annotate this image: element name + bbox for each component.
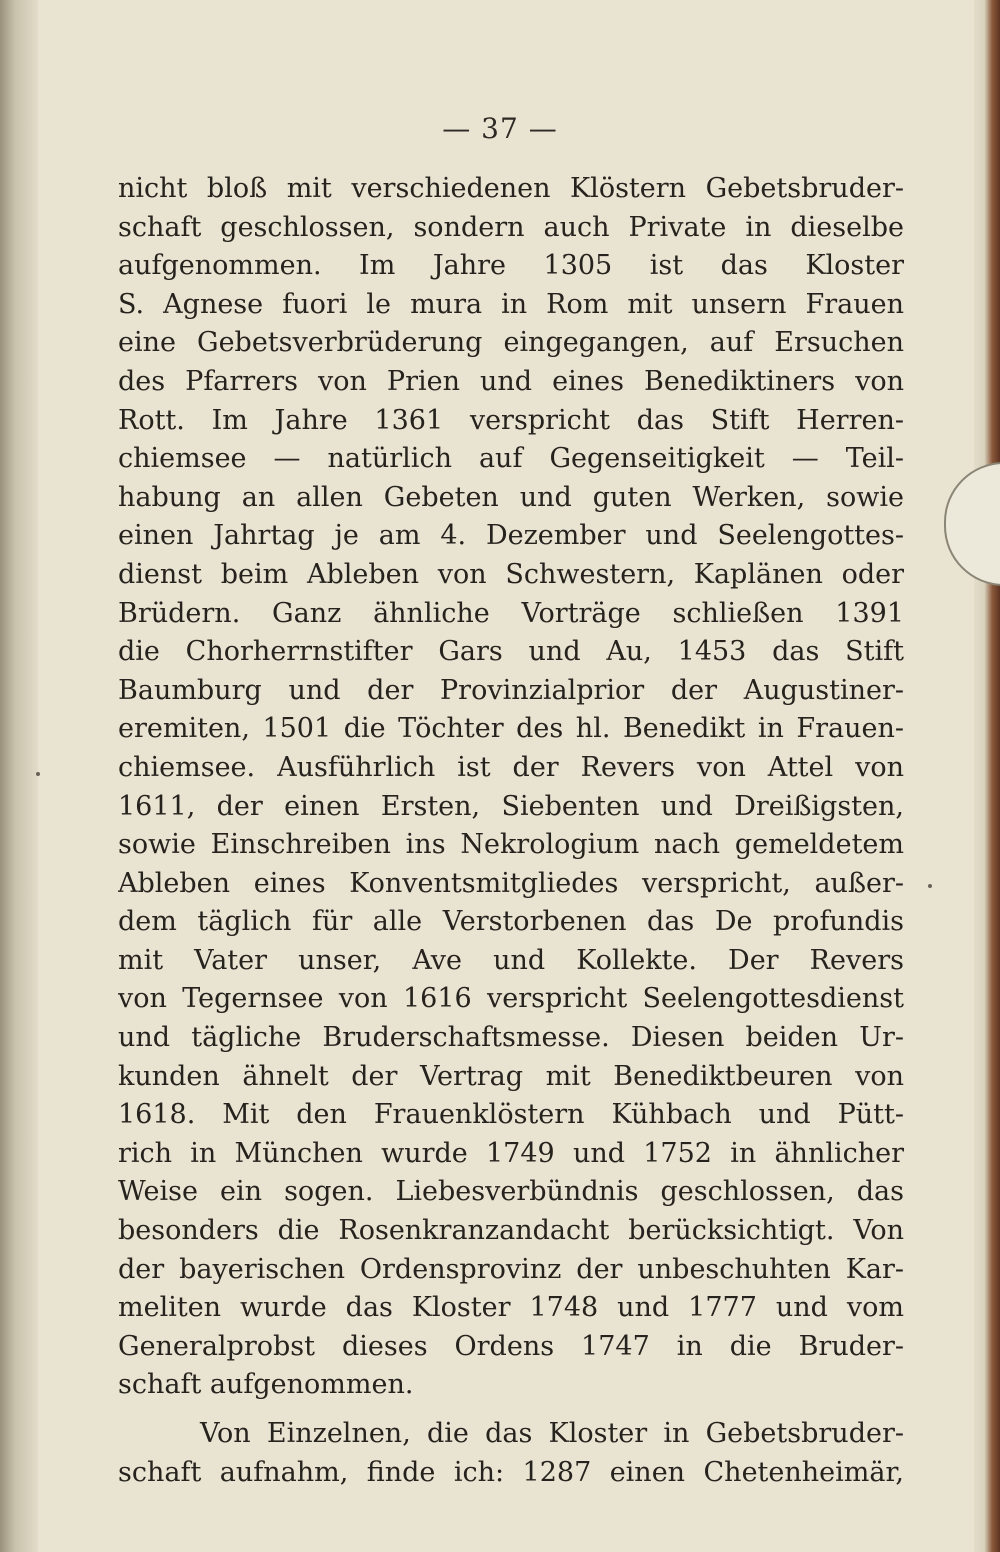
text-line: S. Agnese fuori le mura in Rom mit unsern Frauen [118, 288, 904, 320]
text-line: Generalprobst dieses Ordens 1747 in die Bruder- [118, 1330, 904, 1362]
text-line: schaft aufnahm, finde ich: 1287 einen Chetenheimär, [118, 1456, 904, 1488]
text-line: kunden ähnelt der Vertrag mit Benediktbeuren von [118, 1060, 904, 1092]
text-line: eine Gebetsverbrüderung eingegangen, auf Ersuchen [118, 327, 904, 359]
body-text [118, 170, 904, 1492]
text-line: chiemsee — natürlich auf Gegenseitigkeit — Teil- [118, 443, 904, 475]
text-line: nicht bloß mit verschiedenen Klöstern Gebetsbruder- [118, 173, 904, 204]
text-line: von Tegernsee von 1616 verspricht Seelengottesdienst [118, 983, 904, 1015]
text-line: eremiten, 1501 die Töchter des hl. Benedikt in Frauen- [118, 713, 904, 745]
text-line: besonders die Rosenkranzandacht berücksichtigt. Von [118, 1215, 904, 1247]
page-number: — 37 — [442, 112, 558, 145]
thumb-index-tab [944, 462, 1000, 586]
speck [36, 772, 40, 776]
text-line: chiemsee. Ausführlich ist der Revers von Attel von [118, 751, 904, 783]
text-line: dienst beim Ableben von Schwestern, Kaplänen oder [118, 558, 904, 590]
paragraph [118, 1415, 904, 1492]
text-line: der bayerischen Ordensprovinz der unbeschuhten Kar- [118, 1253, 904, 1285]
page-gutter [0, 0, 38, 1552]
text-line: Von Einzelnen, die das Kloster in Gebetsbruder- [200, 1418, 904, 1449]
page-edge [974, 0, 1000, 1552]
text-line: 1611, der einen Ersten, Siebenten und Dreißigsten, [118, 790, 904, 822]
paragraph [118, 170, 904, 1405]
text-line: schaft geschlossen, sondern auch Private in dieselbe [118, 211, 904, 243]
text-line: einen Jahrtag je am 4. Dezember und Seelengottes- [118, 520, 904, 552]
text-line: dem täglich für alle Verstorbenen das De profundis [118, 906, 904, 938]
text-line: Brüdern. Ganz ähnliche Vorträge schließen 1391 [118, 597, 904, 629]
text-line: mit Vater unser, Ave und Kollekte. Der Revers [118, 944, 904, 976]
text-line: und tägliche Bruderschaftsmesse. Diesen beiden Ur- [118, 1022, 904, 1054]
text-line: Weise ein sogen. Liebesverbündnis geschlossen, das [118, 1176, 904, 1208]
text-line: Baumburg und der Provinzialprior der Augustiner- [118, 674, 904, 706]
text-line: rich in München wurde 1749 und 1752 in ähnlicher [118, 1137, 904, 1169]
text-line: Ableben eines Konventsmitgliedes verspricht, außer- [118, 867, 904, 899]
text-line: habung an allen Gebeten und guten Werken, sowie [118, 481, 904, 513]
text-line: schaft aufgenommen. [118, 1369, 414, 1401]
text-line: 1618. Mit den Frauenklöstern Kühbach und Pütt- [118, 1099, 904, 1131]
text-line: Rott. Im Jahre 1361 verspricht das Stift Herren- [118, 404, 904, 436]
text-line: des Pfarrers von Prien und eines Benediktiners von [118, 365, 904, 397]
text-line: sowie Einschreiben ins Nekrologium nach gemeldetem [118, 829, 904, 861]
text-line: aufgenommen. Im Jahre 1305 ist das Kloster [118, 250, 904, 282]
speck [928, 884, 932, 888]
text-line: die Chorherrnstifter Gars und Au, 1453 das Stift [118, 636, 904, 668]
text-line: meliten wurde das Kloster 1748 und 1777 und vom [118, 1292, 904, 1324]
